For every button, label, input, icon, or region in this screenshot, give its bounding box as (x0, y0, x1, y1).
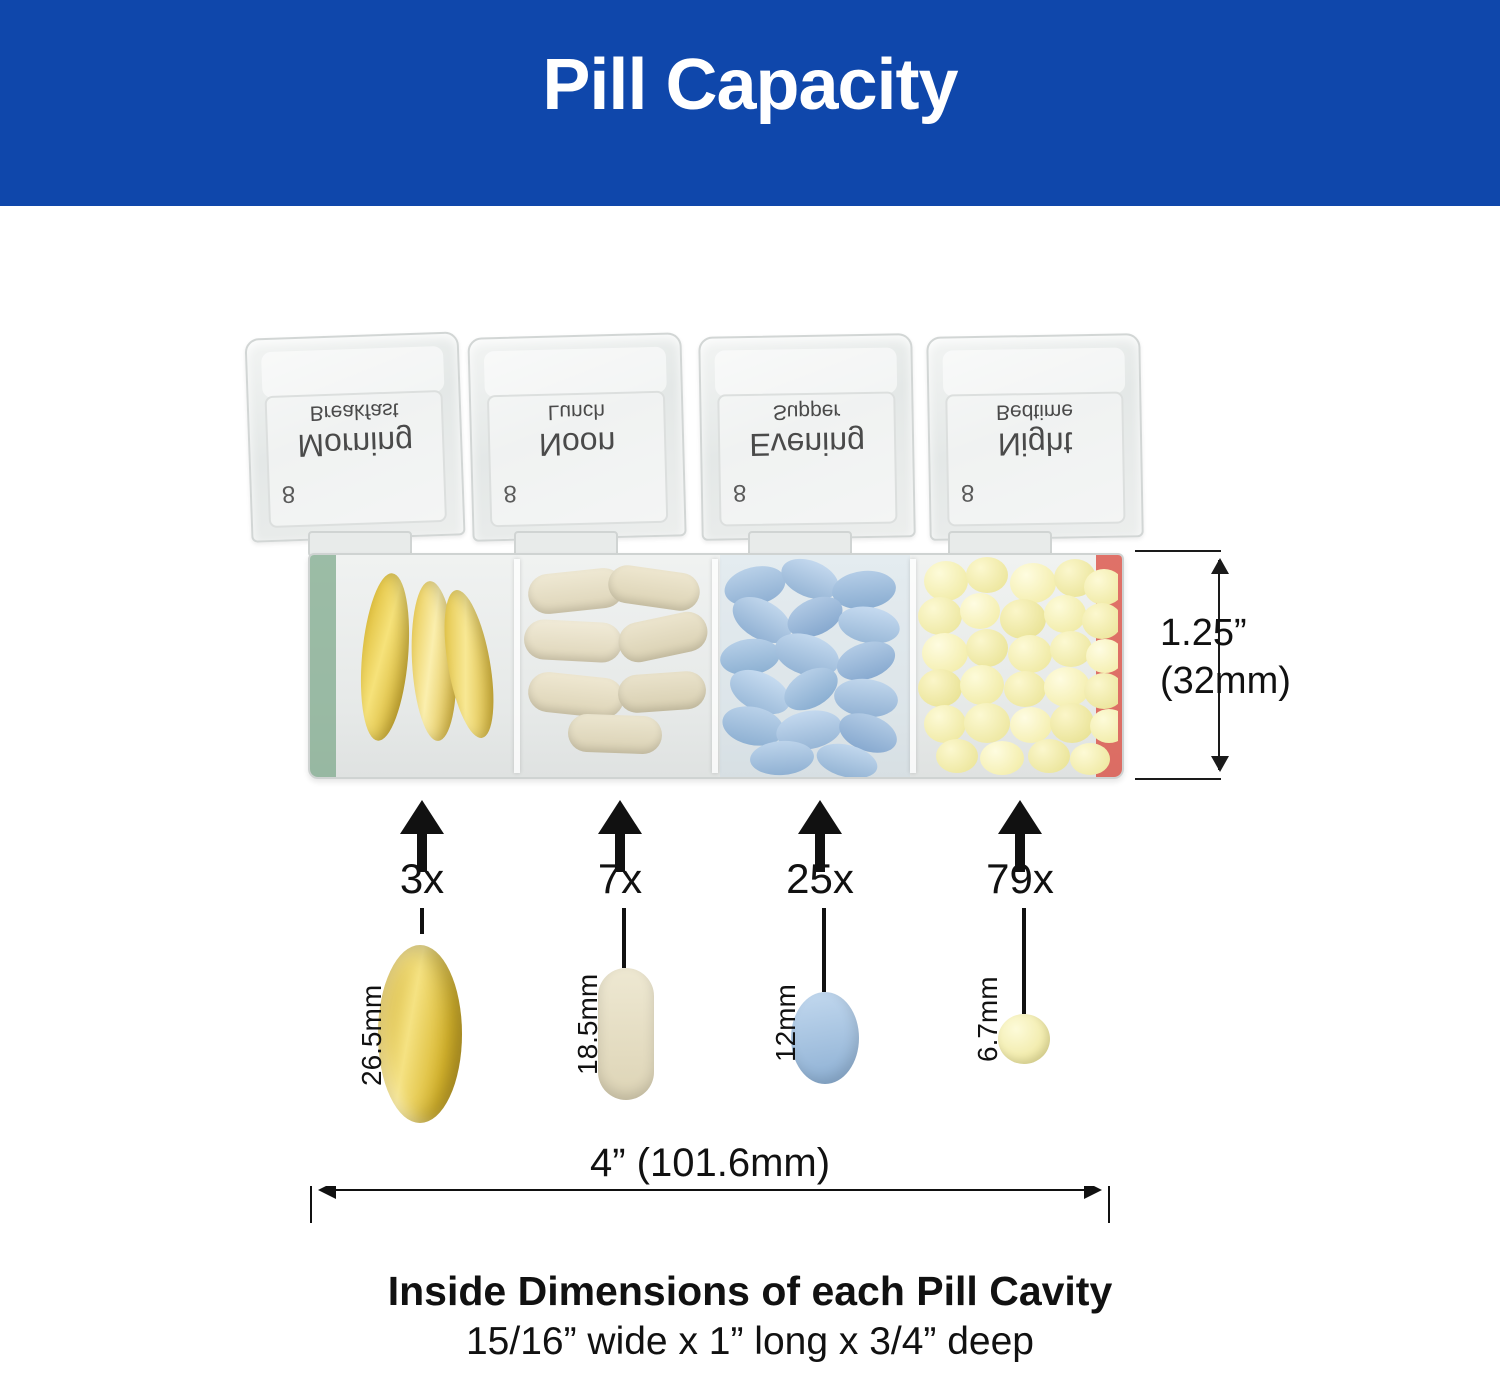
lid-label-noon: Noon (538, 425, 616, 463)
pill-yellow-round (1070, 743, 1110, 775)
cavity-morning (314, 555, 514, 777)
lid-evening (698, 333, 916, 541)
width-dimension-label: 4” (101.6mm) (310, 1141, 1110, 1186)
sample-size-noon: 18.5mm (572, 973, 603, 1075)
sample-size-evening: 12mm (770, 984, 801, 1062)
pill-yellow-round (924, 705, 966, 743)
pill-yellow-round (1084, 569, 1118, 605)
lid-label-supper: Supper (772, 399, 841, 424)
lid-number-night: 8 (960, 479, 975, 507)
pill-yellow-round (960, 593, 1000, 629)
cavity-night (918, 555, 1118, 777)
pill-yellow-round (1050, 631, 1092, 667)
lid-number-noon: 8 (503, 479, 518, 507)
leader-line-morning (420, 908, 424, 934)
capacity-count-evening: 25x (786, 855, 854, 902)
sample-size-night: 6.7mm (972, 976, 1003, 1062)
pill-caplet (523, 618, 623, 663)
dimension-line-horizontal (320, 1189, 1100, 1191)
sample-pill-gelcap (378, 945, 462, 1123)
pill-yellow-round (922, 633, 968, 673)
footer-subtext: 15/16” wide x 1” long x 3/4” deep (465, 1320, 1034, 1363)
width-dimension-bracket (310, 1115, 1110, 1215)
pill-yellow-round (1084, 673, 1118, 709)
sample-size-morning: 26.5mm (356, 984, 387, 1086)
cavity-divider (910, 559, 916, 773)
pill-organizer (248, 335, 1128, 790)
pill-yellow-round (1044, 667, 1090, 707)
cavity-evening (720, 555, 910, 777)
pill-yellow-round (966, 557, 1008, 593)
page-title: Pill Capacity (542, 45, 958, 125)
lid-number-morning: 8 (281, 480, 296, 508)
pill-yellow-round (1090, 709, 1118, 743)
lid-morning (245, 331, 466, 542)
dimension-tick-top (1135, 550, 1221, 552)
pill-yellow-round (1008, 635, 1052, 673)
leader-line-noon (622, 908, 626, 968)
pill-caplet (615, 608, 711, 666)
lid-label-night: Night (997, 425, 1073, 463)
capacity-count-morning: 3x (399, 855, 445, 902)
pill-yellow-round (1000, 599, 1046, 639)
pill-yellow-round (918, 669, 962, 707)
pill-yellow-round (1028, 739, 1070, 773)
capacity-count-night: 79x (986, 855, 1054, 902)
cavity-divider (514, 559, 520, 773)
pill-caplet (567, 713, 662, 754)
pill-yellow-round (1086, 639, 1118, 673)
lid-night (926, 333, 1144, 541)
lid-noon (467, 332, 686, 542)
sample-pill-yellow-round (998, 1014, 1050, 1064)
height-inches: 1.25” (1160, 612, 1247, 654)
pill-yellow-round (960, 665, 1004, 705)
lid-label-breakfast: Breakfast (309, 398, 399, 425)
dimension-tick-bottom (1135, 778, 1221, 780)
pill-gelcap (355, 571, 415, 742)
pill-yellow-round (1050, 703, 1094, 743)
arrow-down-icon (1211, 756, 1229, 772)
cavity-divider (712, 559, 718, 773)
lid-label-bedtime: Bedtime (995, 399, 1074, 424)
pill-yellow-round (966, 629, 1008, 667)
pill-caplet (617, 670, 707, 714)
pill-yellow-round (1010, 563, 1056, 603)
capacity-count-noon: 7x (597, 855, 643, 902)
pill-yellow-round (918, 597, 962, 635)
pill-caplet (606, 563, 702, 613)
footer-heading: Inside Dimensions of each Pill Cavity (387, 1268, 1113, 1314)
pill-yellow-round (924, 561, 968, 601)
leader-line-evening (822, 908, 826, 992)
leader-line-night (1022, 908, 1026, 1014)
pill-tray (308, 553, 1124, 779)
pill-caplet (526, 670, 626, 720)
pill-yellow-round (936, 739, 978, 773)
pill-yellow-round (980, 741, 1024, 775)
lid-label-lunch: Lunch (547, 399, 606, 424)
pill-yellow-round (1082, 603, 1118, 639)
sample-pill-caplet (598, 968, 654, 1100)
lid-number-evening: 8 (732, 479, 747, 507)
height-mm: (32mm) (1160, 659, 1291, 702)
lid-label-morning: Morning (296, 423, 414, 465)
height-dimension-label (1160, 610, 1340, 705)
pill-yellow-round (1004, 671, 1046, 707)
cavity-noon (522, 555, 712, 777)
lid-label-evening: Evening (748, 424, 866, 464)
pill-yellow-round (1010, 707, 1052, 743)
pill-yellow-round (964, 703, 1010, 743)
pill-yellow-round (1044, 595, 1086, 633)
arrow-up-icon (1211, 558, 1229, 574)
